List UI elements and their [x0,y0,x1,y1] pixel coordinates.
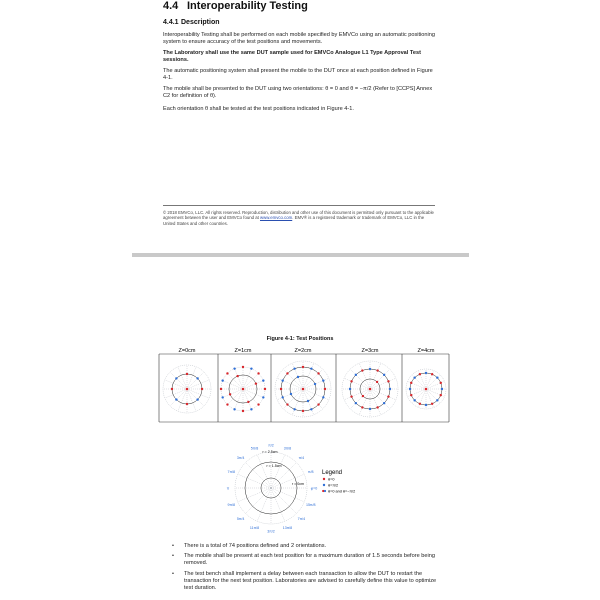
test-position-dot [255,382,257,384]
bullet-dot-icon: • [172,570,174,577]
test-position-dot [355,374,357,376]
test-position-dot [186,403,188,405]
guide-line [187,389,204,406]
angle-label: π/2 [268,443,274,448]
z-positions-grid [0,344,600,424]
test-position-dot [413,376,415,378]
guide-line [283,369,303,389]
test-position-dot [262,396,264,398]
guide-line [370,369,390,389]
guide-line [283,389,303,409]
test-position-dot [431,373,433,375]
section-number: 4.4 [163,0,179,12]
test-position-dot [419,373,421,375]
test-position-dot [350,395,352,397]
test-position-dot [171,388,173,390]
copyright-notice [163,210,435,226]
test-position-dot [361,406,363,408]
test-position-dot [280,388,282,390]
test-position-dot [196,377,198,379]
test-position-dot [322,379,324,381]
legend-marker-theta-pi2 [323,484,325,486]
test-position-dot [175,377,177,379]
test-position-dot [226,403,228,405]
test-position-dot [436,399,438,401]
test-position-dot [350,380,352,382]
guide-line [223,389,243,397]
legend-label-theta-0: θ=0 [328,477,335,482]
test-positions-table [0,344,600,424]
test-position-dot [369,408,371,410]
test-position-dot [264,388,266,390]
bullet-item [172,553,440,567]
test-position-dot [441,388,443,390]
angle-label: π [226,486,230,491]
angle-label: π/4 [298,455,305,460]
center-position-dot [186,388,189,391]
test-position-dot [324,388,326,390]
test-position-dot [233,367,235,369]
test-position-dot [376,381,378,383]
guide-line [370,389,390,409]
test-position-dot [196,398,198,400]
section-heading [163,0,308,12]
test-position-dot [221,379,223,381]
test-position-dot [383,402,385,404]
test-position-dot [440,394,442,396]
test-position-dot [226,372,228,374]
test-position-dot [250,408,252,410]
angle-label: 13π/8 [282,526,293,531]
angle-label: 3π/4 [236,455,245,460]
guide-line [350,389,370,409]
test-position-dot [229,393,231,395]
guide-line [243,381,263,389]
emvco-link[interactable]: www.emvco.com [259,215,293,221]
guide-line [303,389,323,409]
angle-label: 7π/8 [227,469,236,474]
test-position-dot [425,404,427,406]
test-position-dot [419,403,421,405]
angle-label: φ=0 [310,486,318,491]
page-separator [132,253,469,257]
test-position-dot [257,403,259,405]
paragraph-3: The automatic positioning system shall present the mobile to the DUT once at each position defined in Figure 4-1. [163,68,433,82]
test-position-dot [369,368,371,370]
test-position-dot [322,396,324,398]
middle-radius-label: r = 1.5cm [266,464,282,468]
test-position-dot [247,401,249,403]
z-header-0: Z=0cm [178,348,196,354]
outer-radius-label: r = 2.5cm [262,450,278,454]
test-position-dot [349,388,351,390]
test-position-dot [413,399,415,401]
test-position-dot [436,376,438,378]
guide-line [243,389,251,409]
test-position-dot [431,403,433,405]
test-position-dot [376,406,378,408]
test-position-dot [236,375,238,377]
guide-line [303,369,323,389]
z-header-4: Z=4cm [417,348,435,354]
test-position-dot [281,396,283,398]
test-position-dot [281,379,283,381]
document-page-1 [0,0,600,256]
test-position-dot [290,393,292,395]
test-position-dot [383,374,385,376]
guide-line [235,389,243,409]
test-position-dot [376,369,378,371]
test-position-dot [362,395,364,397]
center-position-dot [425,388,428,391]
paragraph-4: The mobile shall be presented to the DUT using two orientations: θ = 0 and θ = −π/2 (Refer to [CCPS] Annex C2 for definition of θ). [163,86,433,100]
paragraph-1: Interoperability Testing shall be performed on each mobile specified by EMVCo using an automatic positioning system to ensure accuracy of the test positions and movements. [163,32,435,46]
test-position-dot [425,372,427,374]
guide-line [170,372,187,389]
footer-divider [163,205,435,206]
legend-title: Legend [322,470,343,476]
test-position-dot [355,402,357,404]
test-position-dot [410,394,412,396]
guide-line [187,372,204,389]
center-position-dot [242,388,245,391]
legend-label-theta-pi2: θ=π/2 [328,483,339,488]
inner-radius-label: r = 0cm [291,482,305,486]
angle-label: 3π/2 [267,529,275,534]
guide-line [243,373,259,389]
angle-label: 5π/8 [250,446,259,451]
test-position-dot [361,369,363,371]
test-position-dot [201,388,203,390]
polar-diagram [210,438,390,538]
test-position-dot [242,366,244,368]
guide-line [350,369,370,389]
z-header-1: Z=1cm [234,348,252,354]
test-position-dot [175,398,177,400]
subsection-number: 4.4.1 [163,19,179,26]
bullet-text: The mobile shall be present at each test position for a maximum duration of 1.5 seconds before being removed. [184,553,435,567]
test-position-dot [286,403,288,405]
test-position-dot [262,379,264,381]
test-position-dot [233,408,235,410]
copyright-text-end: . EMV® is a registered trademark or trademark of EMVCo, LLC in the United States and other countries. [163,215,425,226]
test-position-dot [293,408,295,410]
bullet-item [172,543,440,550]
bullet-text: There is a total of 74 positions defined and 2 orientations. [184,543,327,549]
test-position-dot [314,383,316,385]
guide-line [170,389,187,406]
bullet-item [172,571,440,593]
test-position-dot [302,410,304,412]
angle-label: 3π/8 [283,446,292,451]
angle-label: 15π/8 [305,502,316,507]
bullet-dot-icon: • [172,553,174,560]
guide-line [223,381,243,389]
angle-label: π/8 [307,469,314,474]
guide-line [243,369,251,389]
legend-marker-both-blue [324,490,326,492]
angle-label: 11π/8 [249,526,260,531]
test-position-dot [387,380,389,382]
guide-line [271,488,296,513]
test-position-dot [389,388,391,390]
test-position-dot [387,395,389,397]
subsection-title: Description [181,19,220,26]
bullet-list [172,543,440,595]
test-position-dot [293,367,295,369]
guide-line [227,373,243,389]
test-position-dot [297,376,299,378]
paragraph-2: The Laboratory shall use the same DUT sample used for EMVCo Analogue L1 Type Approval Test sessions. [163,50,421,64]
guide-line [246,488,271,513]
test-position-dot [186,373,188,375]
test-position-dot [317,372,319,374]
polar-position-diagram [210,438,390,538]
test-position-dot [302,366,304,368]
angle-label: 5π/4 [236,516,245,521]
bullet-dot-icon: • [172,543,174,549]
subsection-heading [163,19,220,26]
test-position-dot [310,367,312,369]
copyright-text-start: © 2018 EMVCo, LLC. All rights reserved. Reproduction, distribution and other use of this document is permitted only pursuant to the applicable agreement between the user and EMVCo found at [163,210,434,221]
angle-label: 9π/8 [227,502,236,507]
paragraph-5: Each orientation θ shall be tested at the test positions indicated in Figure 4-1. [163,106,354,112]
legend-label-both: θ=0 and θ=−π/2 [328,489,356,494]
guide-line [243,389,263,397]
angle-label: 7π/4 [297,516,306,521]
guide-line [227,389,243,405]
test-position-dot [257,372,259,374]
section-title: Interoperability Testing [187,0,308,12]
test-position-dot [221,396,223,398]
test-position-dot [220,388,222,390]
guide-line [235,369,243,389]
legend-marker-theta-0 [323,478,325,480]
test-position-dot [317,403,319,405]
test-position-dot [286,372,288,374]
guide-line [243,389,259,405]
test-position-dot [250,367,252,369]
center-position-dot [302,388,305,391]
test-position-dot [410,382,412,384]
test-position-dot [440,382,442,384]
test-position-dot [242,410,244,412]
bullet-text: The test bench shall implement a delay between each transaction to allow the DUT to restart the transaction for the next test position. Laboratories are advised to carefully define this value to optimize test duration. [184,570,437,592]
test-position-dot [409,388,411,390]
center-position-dot [369,388,372,391]
test-position-dot [307,400,309,402]
test-position-dot [310,408,312,410]
z-header-3: Z=3cm [361,348,379,354]
z-header-2: Z=2cm [294,348,312,354]
figure-caption: Figure 4-1: Test Positions [266,336,334,342]
